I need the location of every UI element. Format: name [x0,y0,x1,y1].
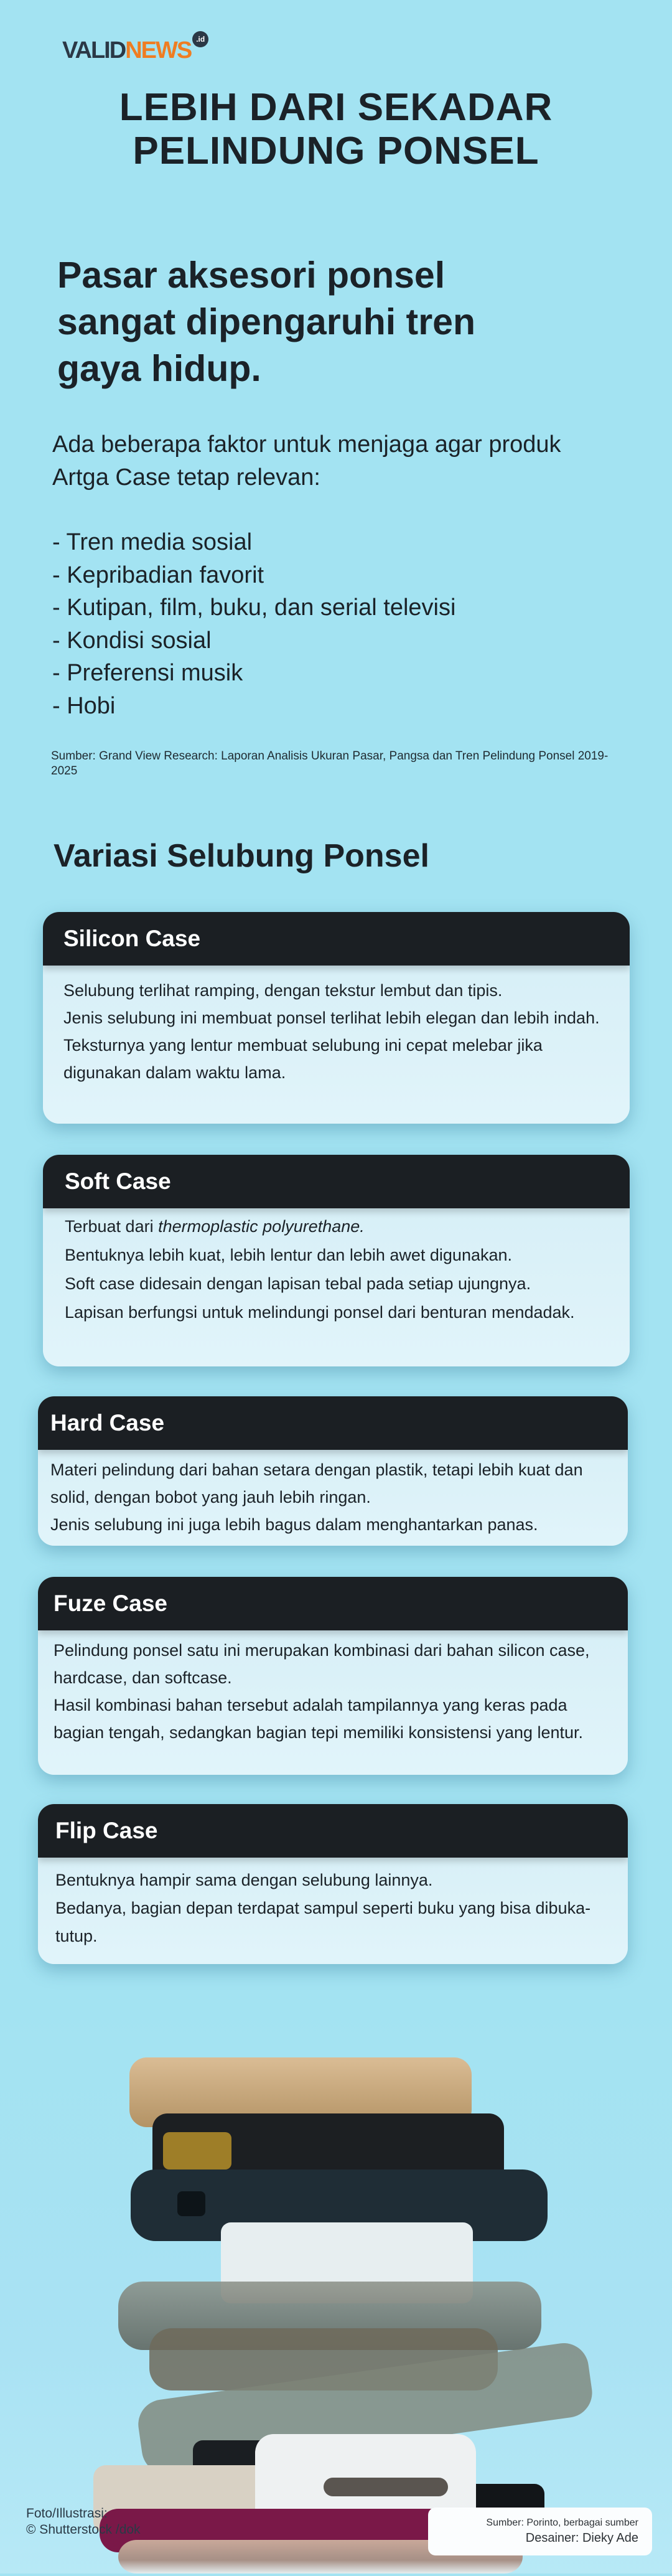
card-header [38,1396,628,1450]
card-line: Bedanya, bagian depan terdapat sampul seperti buku yang bisa dibuka-tutup. [55,1899,591,1945]
lead-headline: Pasar aksesori ponsel sangat dipengaruhi tren gaya hidup. [57,255,476,389]
section-title: Variasi Selubung Ponsel [54,838,429,874]
card-header [38,1804,628,1858]
logo-text-valid: VALID [62,37,126,63]
card-line: Bentuknya lebih kuat, lebih lentur dan lebih awet digunakan. [65,1246,513,1264]
card-header [38,1577,628,1630]
research-source: Sumber: Grand View Research: Laporan Analisis Ukuran Pasar, Pangsa dan Tren Pelindung Ponsel 2019-2025 [51,750,609,778]
footer-designer: Desainer: Dieky Ade [525,2531,638,2545]
card-line: Selubung terlihat ramping, dengan tekstur lembut dan tipis. [63,981,503,1000]
card-silicon-case [43,912,630,1124]
card-line: Bentuknya hampir sama dengan selubung lainnya. [55,1871,433,1889]
photo-credit-owner: © Shutterstock /dok [26,2522,141,2537]
card-line: Pelindung ponsel satu ini merupakan kombinasi dari bahan silicon case, hardcase, dan softcase. [54,1641,590,1687]
phone-cases-stack-photo [0,2005,672,2574]
source-designer-box [428,2508,652,2555]
card-header [43,912,630,966]
card-line: Materi pelindung dari bahan setara dengan plastik, tetapi lebih kuat dan solid, dengan bobot yang jauh lebih ringan. [50,1460,583,1507]
page-title-line-1: LEBIH DARI SEKADAR [119,86,553,129]
card-line: Hasil kombinasi bahan tersebut adalah tampilannya yang keras pada bagian tengah, sedangkan bagian tepi memiliki konsistensi yang lentur. [54,1696,584,1742]
card-soft-case [43,1155,630,1366]
card-line-prefix: Terbuat dari [65,1217,159,1236]
card-line: Jenis selubung ini membuat ponsel terlihat lebih elegan dan lebih indah. [63,1008,600,1027]
card-body [38,1450,628,1538]
photo-credit [26,2506,141,2538]
card-line: Lapisan berfungsi untuk melindungi ponsel dari benturan mendadak. [65,1303,575,1322]
card-title: Soft Case [65,1168,171,1194]
card-body [43,1208,630,1327]
factor-item: - Kepribadian favorit [52,562,264,588]
phone-cases-stack-illustration [0,2005,672,2574]
factor-item: - Kondisi sosial [52,627,212,654]
card-body [38,1858,628,1950]
card-body [43,966,630,1086]
intro-paragraph: Ada beberapa faktor untuk menjaga agar produk Artga Case tetap relevan: [52,431,561,491]
page-title [0,86,672,173]
card-header [43,1155,630,1208]
card-line: Jenis selubung ini juga lebih bagus dalam menghantarkan panas. [50,1515,538,1534]
factor-item: - Preferensi musik [52,660,243,686]
card-hard-case [38,1396,628,1546]
card-title: Hard Case [50,1410,165,1436]
footer-source: Sumber: Porinto, berbagai sumber [486,2517,638,2528]
photo-credit-label: Foto/Illustrasi: [26,2506,108,2521]
card-line: Teksturnya yang lentur membuat selubung ini cepat melebar jika digunakan dalam waktu lama. [63,1036,543,1082]
card-fuze-case [38,1577,628,1775]
factor-item: - Hobi [52,692,116,719]
factor-item: - Tren media sosial [52,529,253,555]
card-title: Flip Case [55,1818,158,1843]
card-title: Silicon Case [63,926,201,951]
card-title: Fuze Case [54,1591,168,1616]
card-flip-case [38,1804,628,1964]
logo-id-badge: .id [192,31,208,47]
validnews-logo [62,31,207,62]
card-body [38,1630,628,1746]
card-line-italic-term: thermoplastic polyurethane. [158,1217,365,1236]
card-line [65,1212,608,1241]
logo-text-news: NEWS [125,37,192,63]
factors-list [52,526,612,722]
card-line: Soft case didesain dengan lapisan tebal pada setiap ujungnya. [65,1274,531,1293]
page-title-line-2: PELINDUNG PONSEL [133,129,539,172]
factor-item: - Kutipan, film, buku, dan serial televisi [52,595,456,621]
